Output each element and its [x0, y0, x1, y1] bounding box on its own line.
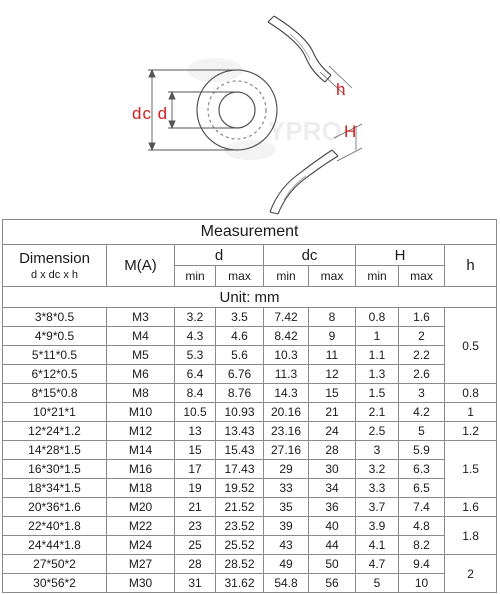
- d-max-cell: 25.52: [216, 536, 264, 555]
- dc-max-cell: 12: [309, 365, 356, 384]
- dc-min-cell: 49: [264, 555, 309, 574]
- table-row: [3, 384, 497, 403]
- H-max-cell: 4.2: [399, 403, 445, 422]
- dc-min-cell: 35: [264, 498, 309, 517]
- dc-min-cell: 11.3: [264, 365, 309, 384]
- table-row: [3, 327, 497, 346]
- dc-max-cell: 8: [309, 308, 356, 327]
- table-row: [3, 517, 497, 536]
- dc-max-cell: 21: [309, 403, 356, 422]
- dc-max-cell: 40: [309, 517, 356, 536]
- d-min-cell: 8.4: [175, 384, 216, 403]
- H-max-cell: 3: [399, 384, 445, 403]
- table-row: [3, 536, 497, 555]
- H-max-cell: 5: [399, 422, 445, 441]
- H-max-cell: 2.6: [399, 365, 445, 384]
- dc-max-header: max: [309, 266, 356, 287]
- dimension-cell: 27*50*2: [3, 555, 107, 574]
- label-dc-d: dc d: [132, 104, 169, 123]
- d-max-cell: 31.62: [216, 574, 264, 593]
- dimension-cell: 30*56*2: [3, 574, 107, 593]
- measurement-table: [2, 219, 497, 593]
- dimension-cell: 12*24*1.2: [3, 422, 107, 441]
- H-max-cell: 7.4: [399, 498, 445, 517]
- d-min-cell: 31: [175, 574, 216, 593]
- thread-cell: M27: [107, 555, 175, 574]
- unit-label: Unit: mm: [3, 287, 497, 308]
- dc-min-cell: 39: [264, 517, 309, 536]
- table-row: [3, 555, 497, 574]
- h-cell: 1.5: [445, 441, 497, 498]
- dimension-cell: 24*44*1.8: [3, 536, 107, 555]
- d-max-cell: 5.6: [216, 346, 264, 365]
- dc-min-cell: 33: [264, 479, 309, 498]
- watermark-logo: [187, 58, 276, 160]
- H-max-cell: 2.2: [399, 346, 445, 365]
- d-max-header: max: [216, 266, 264, 287]
- h-cell: 0.8: [445, 384, 497, 403]
- dc-min-cell: 43: [264, 536, 309, 555]
- dimension-cell: 4*9*0.5: [3, 327, 107, 346]
- d-min-cell: 25: [175, 536, 216, 555]
- h-header: h: [445, 245, 497, 287]
- H-max-cell: 4.8: [399, 517, 445, 536]
- d-max-cell: 10.93: [216, 403, 264, 422]
- H-max-cell: 6.3: [399, 460, 445, 479]
- d-min-cell: 6.4: [175, 365, 216, 384]
- H-max-cell: 2: [399, 327, 445, 346]
- table-row: [3, 308, 497, 327]
- h-cell: 1: [445, 403, 497, 422]
- dimension-cell: 3*8*0.5: [3, 308, 107, 327]
- d-header: d: [175, 245, 264, 266]
- d-min-cell: 21: [175, 498, 216, 517]
- thread-cell: M16: [107, 460, 175, 479]
- dc-min-cell: 23.16: [264, 422, 309, 441]
- d-max-cell: 15.43: [216, 441, 264, 460]
- dc-min-cell: 7.42: [264, 308, 309, 327]
- label-h: h: [336, 80, 346, 99]
- d-max-cell: 19.52: [216, 479, 264, 498]
- dc-max-cell: 15: [309, 384, 356, 403]
- dc-max-cell: 28: [309, 441, 356, 460]
- dc-max-cell: 44: [309, 536, 356, 555]
- table-title: Measurement: [3, 220, 497, 245]
- H-min-header: min: [356, 266, 399, 287]
- H-header: H: [356, 245, 445, 266]
- table-row: [3, 479, 497, 498]
- dimension-cell: 16*30*1.5: [3, 460, 107, 479]
- thread-cell: M14: [107, 441, 175, 460]
- dc-min-cell: 8.42: [264, 327, 309, 346]
- thread-cell: M10: [107, 403, 175, 422]
- d-min-cell: 17: [175, 460, 216, 479]
- H-max-header: max: [399, 266, 445, 287]
- d-min-cell: 4.3: [175, 327, 216, 346]
- H-min-cell: 3.3: [356, 479, 399, 498]
- thread-cell: M20: [107, 498, 175, 517]
- dc-min-cell: 54.8: [264, 574, 309, 593]
- dc-max-cell: 34: [309, 479, 356, 498]
- H-min-cell: 1.5: [356, 384, 399, 403]
- dc-max-cell: 30: [309, 460, 356, 479]
- H-min-cell: 5: [356, 574, 399, 593]
- H-min-cell: 4.1: [356, 536, 399, 555]
- d-min-cell: 10.5: [175, 403, 216, 422]
- thread-cell: M4: [107, 327, 175, 346]
- thread-cell: M24: [107, 536, 175, 555]
- table-row: [3, 346, 497, 365]
- H-min-cell: 3: [356, 441, 399, 460]
- dc-min-header: min: [264, 266, 309, 287]
- H-min-cell: 3.9: [356, 517, 399, 536]
- thread-cell: M3: [107, 308, 175, 327]
- table-row: [3, 441, 497, 460]
- thread-cell: M30: [107, 574, 175, 593]
- d-min-cell: 15: [175, 441, 216, 460]
- table-row: [3, 365, 497, 384]
- H-max-cell: 6.5: [399, 479, 445, 498]
- table-row: [3, 403, 497, 422]
- h-cell: 2: [445, 555, 497, 593]
- washer-diagram: [0, 0, 500, 220]
- dc-min-cell: 14.3: [264, 384, 309, 403]
- dc-header: dc: [264, 245, 356, 266]
- table-row: [3, 460, 497, 479]
- d-min-cell: 19: [175, 479, 216, 498]
- dc-min-cell: 10.3: [264, 346, 309, 365]
- dimension-header: [3, 245, 107, 287]
- d-max-cell: 4.6: [216, 327, 264, 346]
- table-body: [3, 220, 497, 593]
- d-max-cell: 21.52: [216, 498, 264, 517]
- H-min-cell: 4.7: [356, 555, 399, 574]
- d-min-cell: 3.2: [175, 308, 216, 327]
- thread-cell: M5: [107, 346, 175, 365]
- thread-cell: M8: [107, 384, 175, 403]
- d-max-cell: 28.52: [216, 555, 264, 574]
- H-min-cell: 1.1: [356, 346, 399, 365]
- thread-cell: M22: [107, 517, 175, 536]
- h-cell: 0.5: [445, 308, 497, 384]
- dimension-cell: 14*28*1.5: [3, 441, 107, 460]
- H-min-cell: 0.8: [356, 308, 399, 327]
- H-min-cell: 2.5: [356, 422, 399, 441]
- table-row: [3, 498, 497, 517]
- H-min-cell: 1: [356, 327, 399, 346]
- d-max-cell: 17.43: [216, 460, 264, 479]
- H-max-cell: 10: [399, 574, 445, 593]
- d-max-cell: 23.52: [216, 517, 264, 536]
- dimension-cell: 6*12*0.5: [3, 365, 107, 384]
- d-max-cell: 8.76: [216, 384, 264, 403]
- dc-max-cell: 9: [309, 327, 356, 346]
- washer-drawing: [0, 0, 500, 220]
- H-max-cell: 5.9: [399, 441, 445, 460]
- h-cell: 1.6: [445, 498, 497, 517]
- dc-min-cell: 20.16: [264, 403, 309, 422]
- dc-max-cell: 56: [309, 574, 356, 593]
- table-row: [3, 574, 497, 593]
- dimension-cell: 22*40*1.8: [3, 517, 107, 536]
- washer-front-view: [197, 70, 277, 150]
- table-row: [3, 422, 497, 441]
- label-H: H: [344, 122, 357, 141]
- H-min-cell: 2.1: [356, 403, 399, 422]
- d-min-cell: 5.3: [175, 346, 216, 365]
- dc-min-cell: 29: [264, 460, 309, 479]
- dimension-cell: 5*11*0.5: [3, 346, 107, 365]
- d-max-cell: 13.43: [216, 422, 264, 441]
- dimension-cell: 10*21*1: [3, 403, 107, 422]
- h-cell: 1.2: [445, 422, 497, 441]
- d-max-cell: 6.76: [216, 365, 264, 384]
- H-max-cell: 9.4: [399, 555, 445, 574]
- h-cell: 1.8: [445, 517, 497, 555]
- dimension-cell: 8*15*0.8: [3, 384, 107, 403]
- dc-max-cell: 11: [309, 346, 356, 365]
- d-min-cell: 13: [175, 422, 216, 441]
- dc-min-cell: 27.16: [264, 441, 309, 460]
- dc-max-cell: 50: [309, 555, 356, 574]
- dc-max-cell: 24: [309, 422, 356, 441]
- H-max-cell: 8.2: [399, 536, 445, 555]
- d-min-cell: 23: [175, 517, 216, 536]
- H-min-cell: 3.7: [356, 498, 399, 517]
- dimension-cell: 20*36*1.6: [3, 498, 107, 517]
- H-max-cell: 1.6: [399, 308, 445, 327]
- watermark-text: YPRO: [268, 116, 342, 146]
- H-min-cell: 3.2: [356, 460, 399, 479]
- dc-max-cell: 36: [309, 498, 356, 517]
- thread-header: M(A): [107, 245, 175, 287]
- thread-cell: M12: [107, 422, 175, 441]
- d-max-cell: 3.5: [216, 308, 264, 327]
- d-min-cell: 28: [175, 555, 216, 574]
- dimension-header-label: Dimension: [19, 249, 90, 267]
- thread-cell: M18: [107, 479, 175, 498]
- thread-cell: M6: [107, 365, 175, 384]
- dimension-header-sub: d x dc x h: [30, 268, 79, 281]
- dimension-cell: 18*34*1.5: [3, 479, 107, 498]
- d-min-header: min: [175, 266, 216, 287]
- H-min-cell: 1.3: [356, 365, 399, 384]
